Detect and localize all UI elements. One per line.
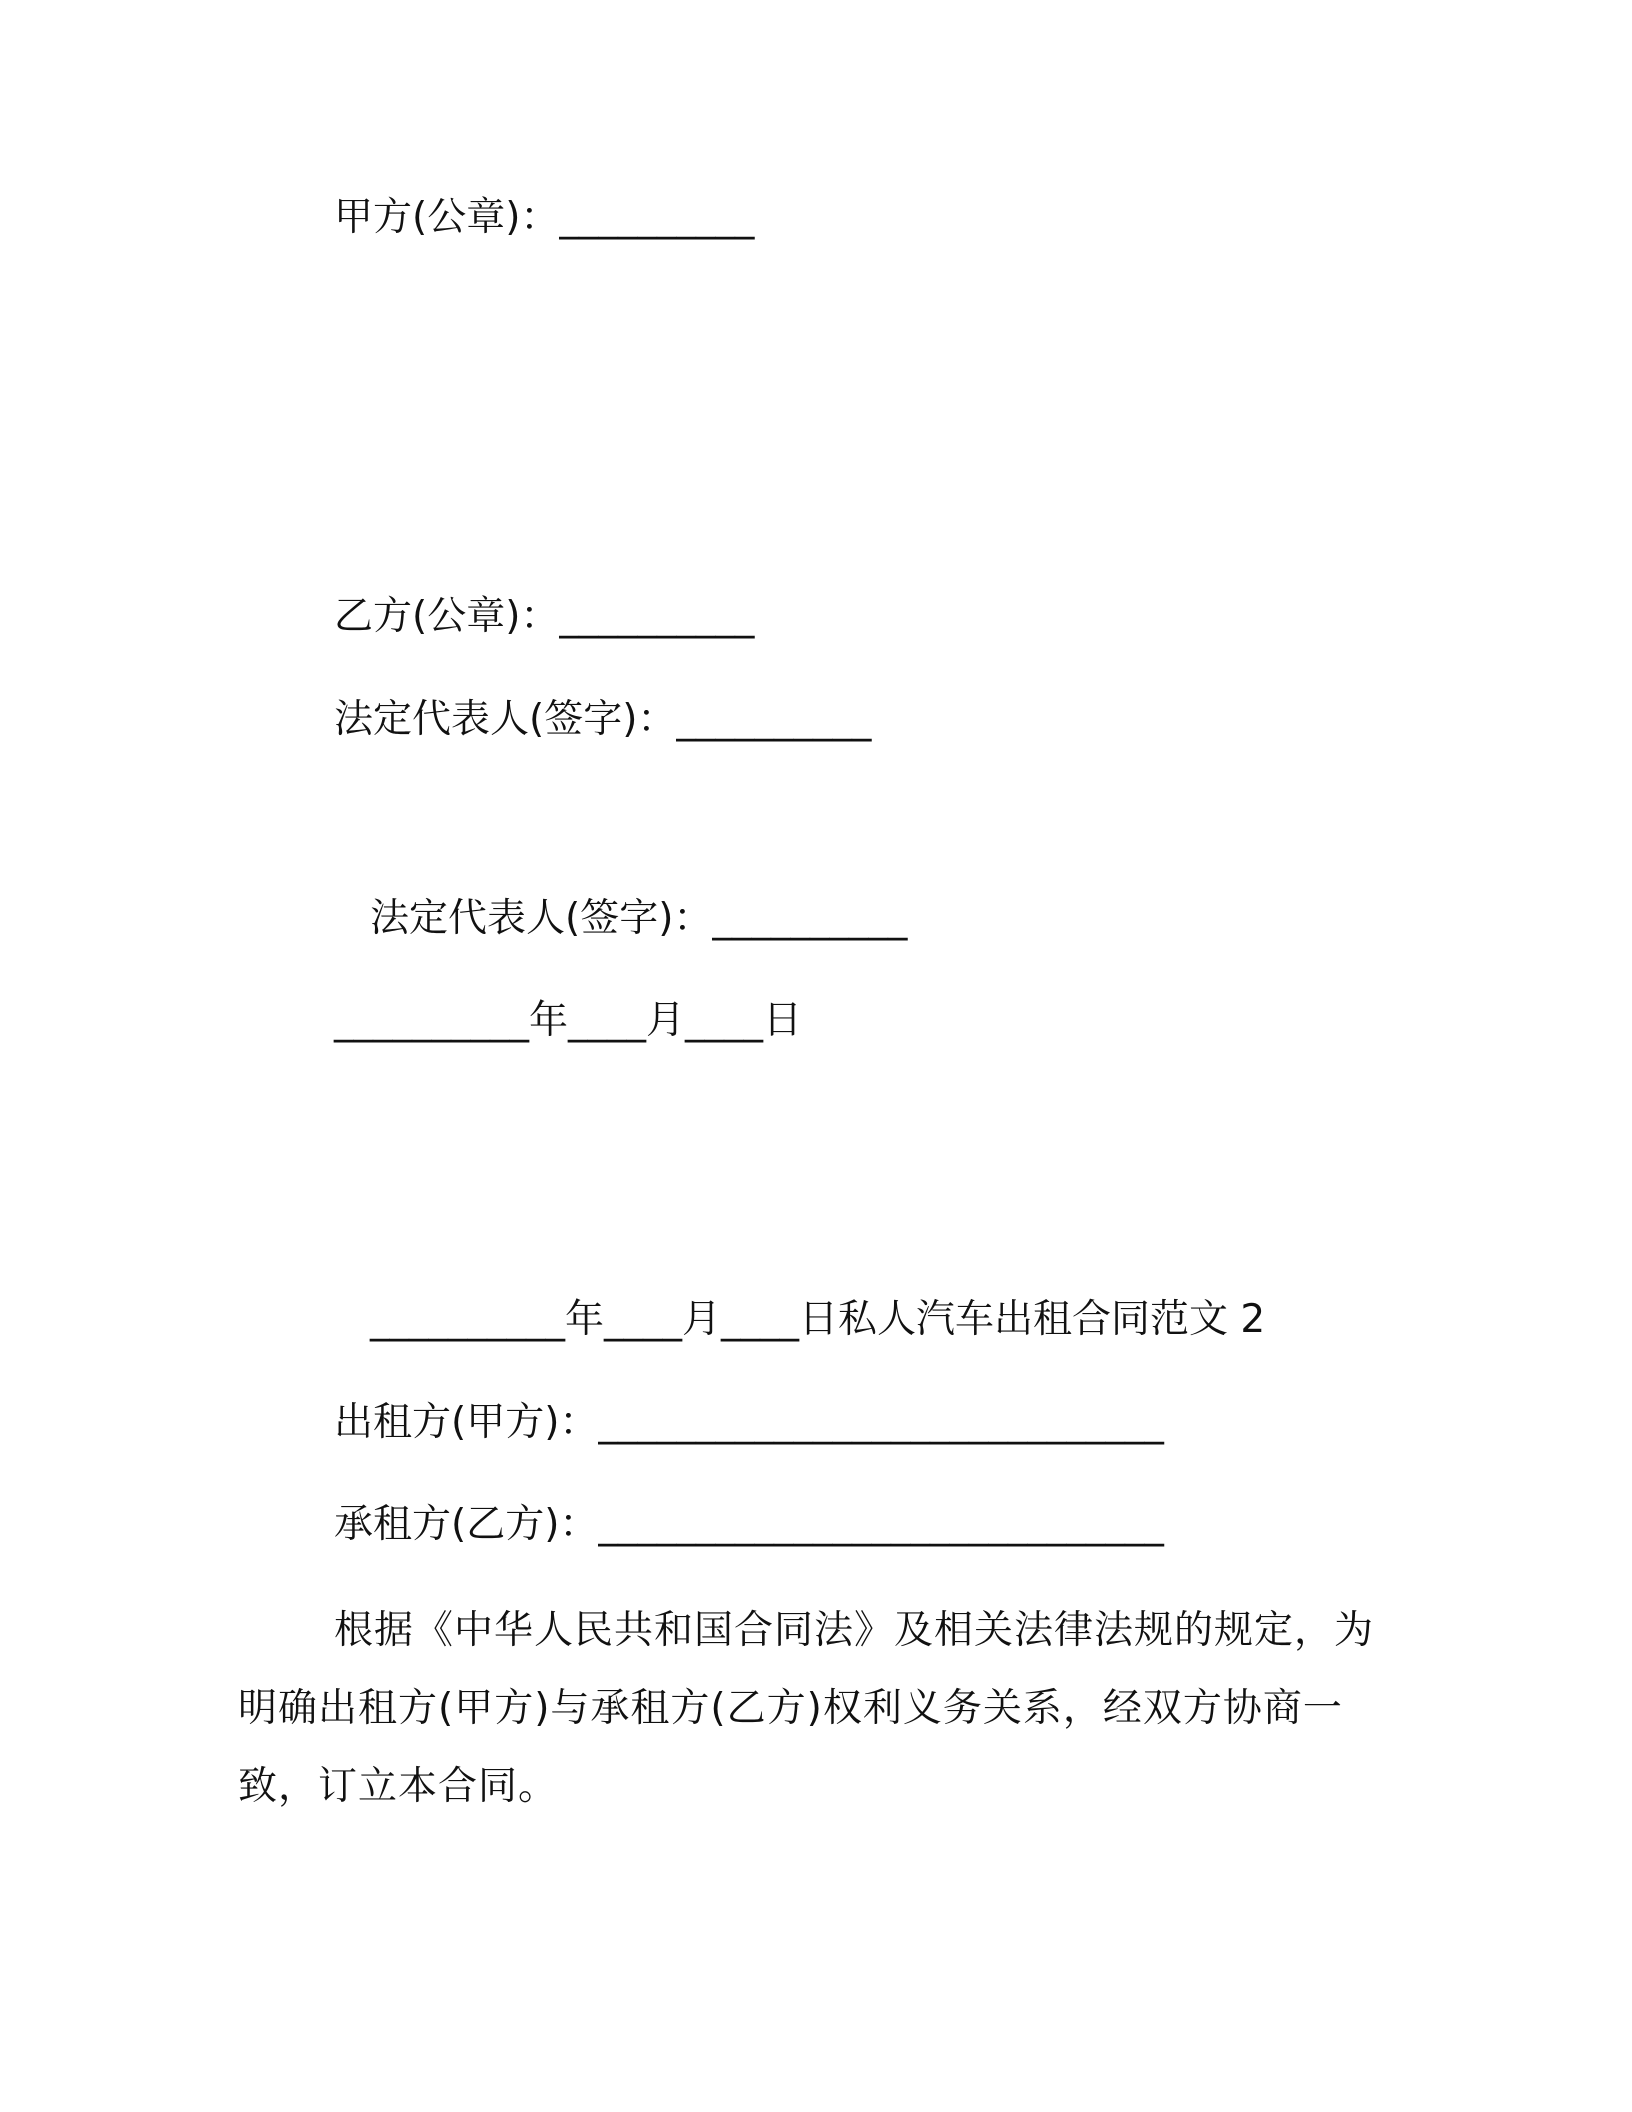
next-contract-title: __________年____月____日私人汽车出租合同范文 2 xyxy=(370,1297,1266,1342)
signing-date-line: __________年____月____日 xyxy=(334,998,803,1043)
contract-preamble-paragraph: 根据《中华人民共和国合同法》及相关法律法规的规定，为明确出租方(甲方)与承租方(乙方)权利义务关系，经双方协商一致，订立本合同。 xyxy=(238,1608,1375,1809)
party-b-seal-line: 乙方(公章)：__________ xyxy=(334,594,755,639)
lessee-party-line: 承租方(乙方)：_____________________________ xyxy=(334,1502,1164,1547)
legal-representative-signature-line: 法定代表人(签字)：__________ xyxy=(334,697,872,742)
lessor-party-line: 出租方(甲方)：_____________________________ xyxy=(334,1400,1164,1445)
legal-representative-signature-line-2: 法定代表人(签字)：__________ xyxy=(370,896,908,941)
party-a-seal-line: 甲方(公章)：__________ xyxy=(334,195,755,240)
